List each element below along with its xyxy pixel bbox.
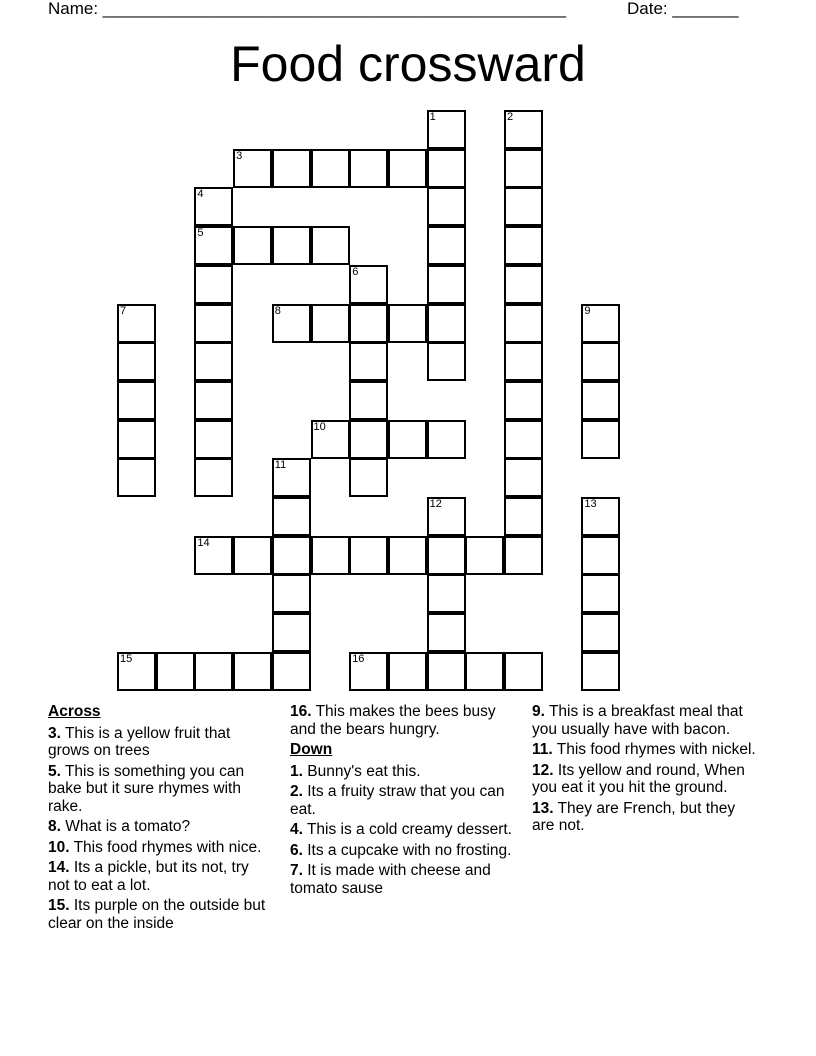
crossword-cell[interactable] — [581, 497, 620, 536]
crossword-cell[interactable] — [272, 613, 311, 652]
crossword-cell[interactable] — [427, 613, 466, 652]
crossword-cell[interactable] — [233, 149, 272, 188]
crossword-cell[interactable] — [427, 304, 466, 343]
down-clue: 13. They are French, but they are not. — [532, 799, 736, 834]
crossword-cell[interactable] — [233, 652, 272, 691]
crossword-cell[interactable] — [504, 110, 543, 149]
crossword-cell[interactable] — [272, 497, 311, 536]
crossword-cell[interactable] — [233, 536, 272, 575]
crossword-cell[interactable] — [388, 420, 427, 459]
across-clue: 8. What is a tomato? — [48, 818, 191, 835]
crossword-cell[interactable] — [427, 497, 466, 536]
crossword-cell[interactable] — [427, 226, 466, 265]
crossword-cell[interactable] — [581, 574, 620, 613]
down-clue: 1. Bunny's eat this. — [290, 762, 421, 780]
clues-column-2 — [290, 703, 515, 900]
crossword-cell[interactable] — [465, 652, 504, 691]
crossword-cell[interactable] — [194, 342, 233, 381]
across-clue: 14. Its a pickle, but its not, try not to eat a lot. — [48, 859, 249, 894]
down-clue: 9. This is a breakfast meal that you usually have with bacon. — [532, 703, 743, 738]
crossword-cell[interactable] — [581, 652, 620, 691]
clues-column-1 — [48, 703, 273, 935]
crossword-cell[interactable] — [388, 304, 427, 343]
across-heading: Across — [48, 703, 101, 720]
crossword-cell[interactable] — [311, 536, 350, 575]
crossword-cell[interactable] — [504, 458, 543, 497]
crossword-cell[interactable] — [349, 149, 388, 188]
crossword-cell[interactable] — [427, 342, 466, 381]
crossword-cell[interactable] — [388, 536, 427, 575]
down-clue: 2. Its a fruity straw that you can eat. — [290, 783, 505, 818]
crossword-cell[interactable] — [504, 149, 543, 188]
crossword-cell[interactable] — [349, 265, 388, 304]
cell-number: 6 — [352, 265, 359, 278]
crossword-cell[interactable] — [504, 536, 543, 575]
crossword-cell[interactable] — [427, 536, 466, 575]
crossword-cell[interactable] — [311, 149, 350, 188]
crossword-cell[interactable] — [349, 536, 388, 575]
crossword-cell[interactable] — [272, 304, 311, 343]
crossword-cell[interactable] — [194, 187, 233, 226]
crossword-cell[interactable] — [194, 420, 233, 459]
crossword-cell[interactable] — [504, 497, 543, 536]
crossword-cell[interactable] — [194, 265, 233, 304]
crossword-cell[interactable] — [156, 652, 195, 691]
crossword-cell[interactable] — [272, 458, 311, 497]
crossword-cell[interactable] — [427, 265, 466, 304]
down-clue: 6. Its a cupcake with no frosting. — [290, 841, 512, 859]
down-clue: 4. This is a cold creamy dessert. — [290, 821, 512, 838]
crossword-cell[interactable] — [117, 342, 156, 381]
crossword-cell[interactable] — [194, 226, 233, 265]
crossword-cell[interactable] — [581, 536, 620, 575]
down-clue: 12. Its yellow and round, When you eat it you hit the ground. — [532, 761, 745, 796]
crossword-cell[interactable] — [504, 652, 543, 691]
crossword-cell[interactable] — [349, 304, 388, 343]
crossword-cell[interactable] — [117, 381, 156, 420]
clues-column-3 — [532, 703, 757, 838]
down-clue: 11. This food rhymes with nickel. — [532, 741, 756, 758]
crossword-cell[interactable] — [272, 652, 311, 691]
crossword-cell[interactable] — [349, 342, 388, 381]
crossword-cell[interactable] — [272, 226, 311, 265]
cell-number: 7 — [120, 304, 127, 317]
crossword-cell[interactable] — [311, 304, 350, 343]
cell-number: 12 — [429, 498, 442, 510]
crossword-cell[interactable] — [388, 652, 427, 691]
crossword-cell[interactable] — [194, 536, 233, 575]
crossword-cell[interactable] — [194, 381, 233, 420]
cell-number: 8 — [274, 304, 281, 317]
cell-number: 15 — [120, 652, 133, 665]
cell-number: 1 — [429, 111, 436, 123]
crossword-cell[interactable] — [272, 536, 311, 575]
crossword-grid — [118, 111, 622, 693]
cell-number: 9 — [584, 304, 591, 317]
crossword-cell[interactable] — [504, 187, 543, 226]
crossword-cell[interactable] — [504, 381, 543, 420]
cell-number: 10 — [313, 420, 326, 433]
crossword-cell[interactable] — [233, 226, 272, 265]
across-clue: 5. This is something you can bake but it sure rhymes with rake. — [48, 762, 245, 815]
cell-number: 4 — [197, 188, 204, 201]
crossword-cell[interactable] — [388, 149, 427, 188]
crossword-cell[interactable] — [349, 458, 388, 497]
crossword-cell[interactable] — [427, 574, 466, 613]
down-heading: Down — [290, 741, 333, 758]
crossword-cell[interactable] — [504, 265, 543, 304]
crossword-cell[interactable] — [311, 226, 350, 265]
crossword-cell[interactable] — [504, 420, 543, 459]
cell-number: 11 — [274, 459, 287, 472]
crossword-cell[interactable] — [117, 652, 156, 691]
crossword-cell[interactable] — [349, 381, 388, 420]
crossword-cell[interactable] — [581, 381, 620, 420]
date-field-label: Date: _______ — [627, 0, 739, 18]
across-clue: 3. This is a yellow fruit that grows on trees — [48, 724, 231, 759]
name-field-label: Name: _________________________________________________ — [48, 0, 567, 18]
crossword-cell[interactable] — [272, 149, 311, 188]
crossword-cell[interactable] — [427, 187, 466, 226]
crossword-cell[interactable] — [427, 110, 466, 149]
crossword-cell[interactable] — [581, 613, 620, 652]
crossword-cell[interactable] — [349, 652, 388, 691]
cell-number: 14 — [197, 536, 210, 549]
crossword-cell[interactable] — [194, 652, 233, 691]
crossword-cell[interactable] — [349, 420, 388, 459]
cell-number: 5 — [197, 227, 204, 240]
down-clue: 7. It is made with cheese and tomato sause — [290, 862, 491, 897]
crossword-cell[interactable] — [504, 226, 543, 265]
crossword-cell[interactable] — [504, 342, 543, 381]
crossword-cell[interactable] — [272, 574, 311, 613]
cell-number: 13 — [584, 498, 597, 510]
cell-number: 3 — [236, 149, 243, 162]
crossword-cell[interactable] — [117, 304, 156, 343]
crossword-cell[interactable] — [581, 342, 620, 381]
crossword-cell[interactable] — [427, 420, 466, 459]
crossword-cell[interactable] — [117, 420, 156, 459]
across-clue: 16. This makes the bees busy and the bears hungry. — [290, 703, 496, 738]
crossword-cell[interactable] — [311, 420, 350, 459]
crossword-cell[interactable] — [427, 652, 466, 691]
cell-number: 2 — [507, 111, 514, 123]
crossword-cell[interactable] — [465, 536, 504, 575]
crossword-cell[interactable] — [504, 304, 543, 343]
cell-number: 16 — [352, 652, 365, 665]
crossword-cell[interactable] — [427, 149, 466, 188]
crossword-cell[interactable] — [581, 420, 620, 459]
crossword-cell[interactable] — [117, 458, 156, 497]
crossword-cell[interactable] — [194, 458, 233, 497]
page-title: Food crossward — [230, 36, 586, 92]
crossword-cell[interactable] — [194, 304, 233, 343]
crossword-cell[interactable] — [581, 304, 620, 343]
across-clue: 10. This food rhymes with nice. — [48, 838, 262, 856]
across-clue: 15. Its purple on the outside but clear on the inside — [48, 897, 266, 932]
